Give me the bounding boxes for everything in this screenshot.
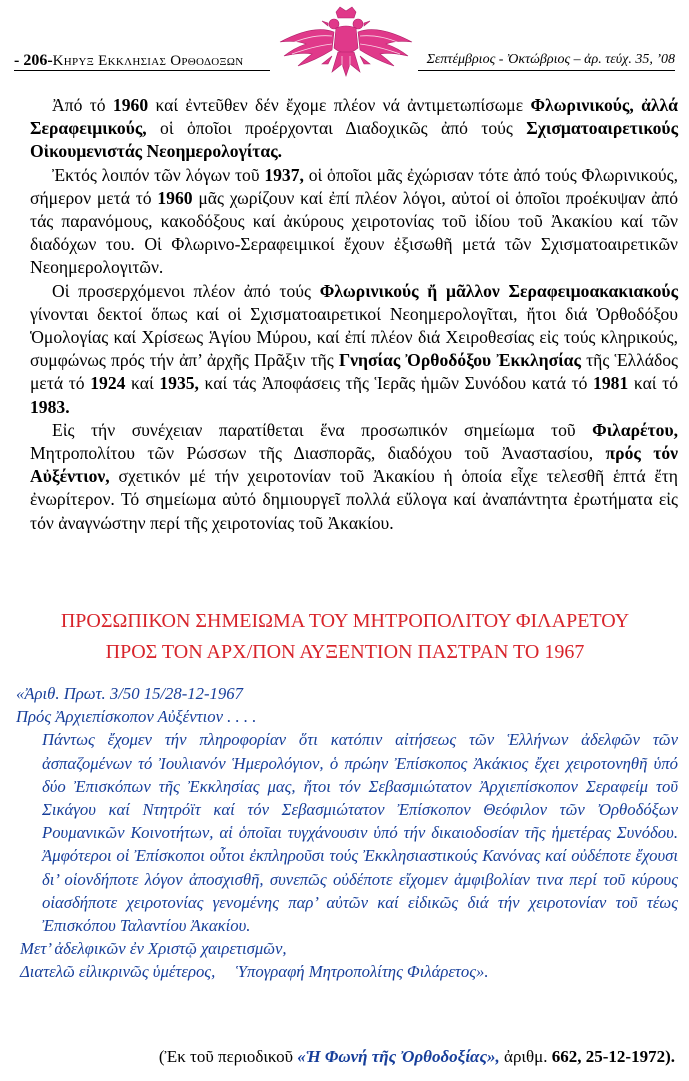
text-run: καί τό — [628, 373, 679, 394]
header-issue: Σεπτέμβριος - Ὀκτώβριος – ἀρ. τεύχ. 35, ’08 — [426, 52, 675, 67]
text-run: σχετικόν μέ τήν χειροτονίαν τοῦ Ἀκακίου ἡ ὁποία εἶχε τελεσθῆ ἑπτά ἔτη ἐνωρίτερον. Τό σημείωμα αὐτό δημιουργεῖ πολλά εὔλογα καί ἀναπάντητα ἐρωτήματα εἰς τόν ἀναγνώστην περί τῆς χειροτονίας τοῦ Ἀκακίου. — [30, 466, 678, 533]
header-rule-right — [418, 70, 675, 71]
paragraph — [30, 164, 678, 280]
text-run: καί τάς Ἀποφάσεις τῆς Ἱερᾶς ἡμῶν Συνόδου κατά τό — [198, 373, 594, 394]
source-issue-ref: 662, 25-12-1972). — [551, 1047, 675, 1066]
text-run: μᾶς χωρίζουν καί ἐπί πλέον λόγοι, αὐτοί οἱ ὁποῖοι προέκυψαν ἀπό τάς παρανόμους, κακοδόξους καί ἀκύρους χειροτονίας τοῦ ἰδίου τοῦ Ἀκακίου καί τῶν διαδόχων του. Οἱ Φλωρινο-Σεραφειμικοί ἔχουν ἐξισωθῆ μετά τῶν Σχισματοαιρετικῶν Νεοημερολογιτῶν. — [30, 187, 678, 278]
source-prefix: (Ἐκ τοῦ περιοδικοῦ — [158, 1047, 298, 1066]
bold-run: Γνησίας Ὀρθοδόξου Ἐκκλησίας — [338, 350, 581, 371]
paragraph — [30, 94, 678, 164]
page-number: - 206- — [14, 52, 53, 69]
journal-name: Κηρυξ Εκκλησιας Ορθοδοξων — [52, 53, 244, 69]
header-left — [14, 52, 244, 70]
text-run: γίνονται δεκτοί ὅπως καί οἱ Σχισματοαιρετικοί Νεοημερολογῖται, ἤτοι διά Ὀρθοδόξου Ὁμολογίας καί Χρίσεως Ἁγίου Μύρου, καί ἐπί πλέον διά Χειροθεσίας εἰς τούς κληρικούς, συμφώνως πρός τήν ἀπ’ ἀρχῆς Πρᾶξιν τῆς — [30, 303, 678, 371]
article-body — [30, 94, 678, 535]
text-run: καί ἐντεῦθεν δέν ἔχομε πλέον νά ἀντιμετωπίσωμε — [148, 95, 531, 115]
bold-run: Φλωρινικούς, ἀλλά Σεραφειμικούς, — [30, 95, 678, 139]
text-run: Οἱ προσερχόμενοι πλέον ἀπό τούς — [52, 280, 320, 301]
section-title — [14, 606, 676, 668]
section-title-line-1: ΠΡΟΣΩΠΙΚΟΝ ΣΗΜΕΙΩΜΑ ΤΟΥ ΜΗΤΡΟΠΟΛΙΤΟΥ ΦΙΛΑΡΕΤΟΥ — [60, 610, 630, 632]
bold-run: 1981 — [593, 373, 629, 394]
bold-run: Φλωρινικούς ἤ μᾶλλον Σεραφειμοακακιακούς — [319, 280, 678, 301]
bold-run: 1983. — [30, 396, 70, 417]
source-periodical: «Ἡ Φωνή τῆς Ὀρθοδοξίας», — [297, 1047, 500, 1066]
text-run: καί — [125, 373, 160, 394]
header-rule-left — [14, 70, 270, 71]
paragraph — [30, 280, 678, 419]
text-run: Εἰς τήν συνέχειαν παρατίθεται ἕνα προσωπικόν σημείωμα τοῦ — [52, 419, 593, 440]
letter-reference: «Ἀριθ. Πρωτ. 3/50 15/28-12-1967 — [16, 684, 243, 703]
text-run: Ἐκτός λοιπόν τῶν λόγων τοῦ — [52, 164, 265, 185]
text-run: Μητροπολίτου τῶν Ρώσσων τῆς Διασπορᾶς, διαδόχου τοῦ Ἀναστασίου, — [30, 443, 606, 464]
bold-run: πρός τόν Αὐξέντιον, — [30, 443, 678, 487]
paragraph — [30, 419, 678, 535]
double-headed-eagle-icon — [276, 6, 416, 78]
bold-run: Φιλαρέτου, — [592, 419, 678, 440]
letter-signature: Ὑπογραφή Μητροπολίτης Φιλάρετος». — [236, 962, 489, 982]
text-run: Ἀπό τό — [52, 95, 113, 115]
bold-run: 1935, — [159, 373, 199, 394]
bold-run: 1960 — [112, 95, 149, 115]
letter-signoff-text: Διατελῶ εἰλικρινῶς ὑμέτερος, — [20, 962, 216, 982]
quoted-letter — [14, 682, 678, 984]
letter-signoff — [14, 960, 678, 983]
bold-run: 1924 — [90, 373, 126, 394]
bold-run: 1960 — [157, 187, 193, 208]
text-run: οἱ ὁποῖοι μᾶς ἐχώρισαν τότε ἀπό τούς Φλωρινικούς, σήμερον μετά τό — [30, 164, 678, 208]
letter-closing: Μετ’ ἀδελφικῶν ἐν Χριστῷ χαιρετισμῶν, — [20, 939, 287, 959]
bold-run: Σχισματοαιρετικούς Οἰκουμενιστάς Νεοημερολογίτας. — [30, 118, 678, 162]
text-run: οἱ ὁποῖοι προέρχονται Διαδοχικῶς ἀπό τούς — [146, 118, 527, 139]
source-issue-label: ἀριθμ. — [499, 1047, 552, 1066]
section-title-line-2: ΠΡΟΣ ΤΟΝ ΑΡΧ/ΠΟΝ ΑΥΞΕΝΤΙΟΝ ΠΑΣΤΡΑΝ ΤΟ 1967 — [105, 641, 585, 663]
page-header — [0, 0, 689, 78]
text-run: τῆς Ἑλλάδος μετά τό — [30, 350, 679, 394]
source-citation — [159, 1047, 675, 1067]
letter-body: Πάντως ἔχομεν τήν πληροφορίαν ὅτι κατόπιν αἰτήσεως τῶν Ἑλλήνων ἀδελφῶν τῶν ἀσπαζομένων τό Ἰουλιανόν Ἡμερολόγιον, ὁ πρώην Ἐπίσκοπος Ἀκάκιος ἔχει χειροτονηθῆ ὑπό δύο Ἐπισκόπων τῆς Ἐκκλησίας μας, ἤτοι τόν Σεβασμιώτατον Ἀρχιεπίσκοπον Σεραφείμ τοῦ Σικάγου καί Ντητρόϊτ καί τόν Σεβασμιώτατον Ἐπίσκοπον Θεόφιλον τῶν Ὀρθοδόξων Ρουμανικῶν Κοινοτήτων, αἱ ὁποῖαι τυγχάνουσιν ὑπό τήν δικαιοδοσίαν τῆς ἡμετέρας Συνόδου. Ἀμφότεροι οἱ Ἐπίσκοποι οὗτοι ἐκπληροῦσι τούς Ἐκκλησιαστικούς Κανόνας καί οὐδέποτε ἔχουσι δι’ οἱονδήποτε λόγον ἀποσχισθῆ, συνεπῶς οὐδέποτε εἴχομεν ἀμφιβολίαν τινα περί τοῦ κύρους οἱασδήποτε χειροτονίας γενομένης παρ’ αὐτῶν καί εἰδικῶς διά τήν χειροτονίαν τοῦ τέως Ἐπισκόπου Ταλαντίου Ἀκακίου. — [42, 730, 678, 936]
bold-run: 1937, — [264, 164, 304, 185]
letter-salutation: Πρός Ἀρχιεπίσκοπον Αὐξέντιον . . . . — [16, 707, 257, 727]
